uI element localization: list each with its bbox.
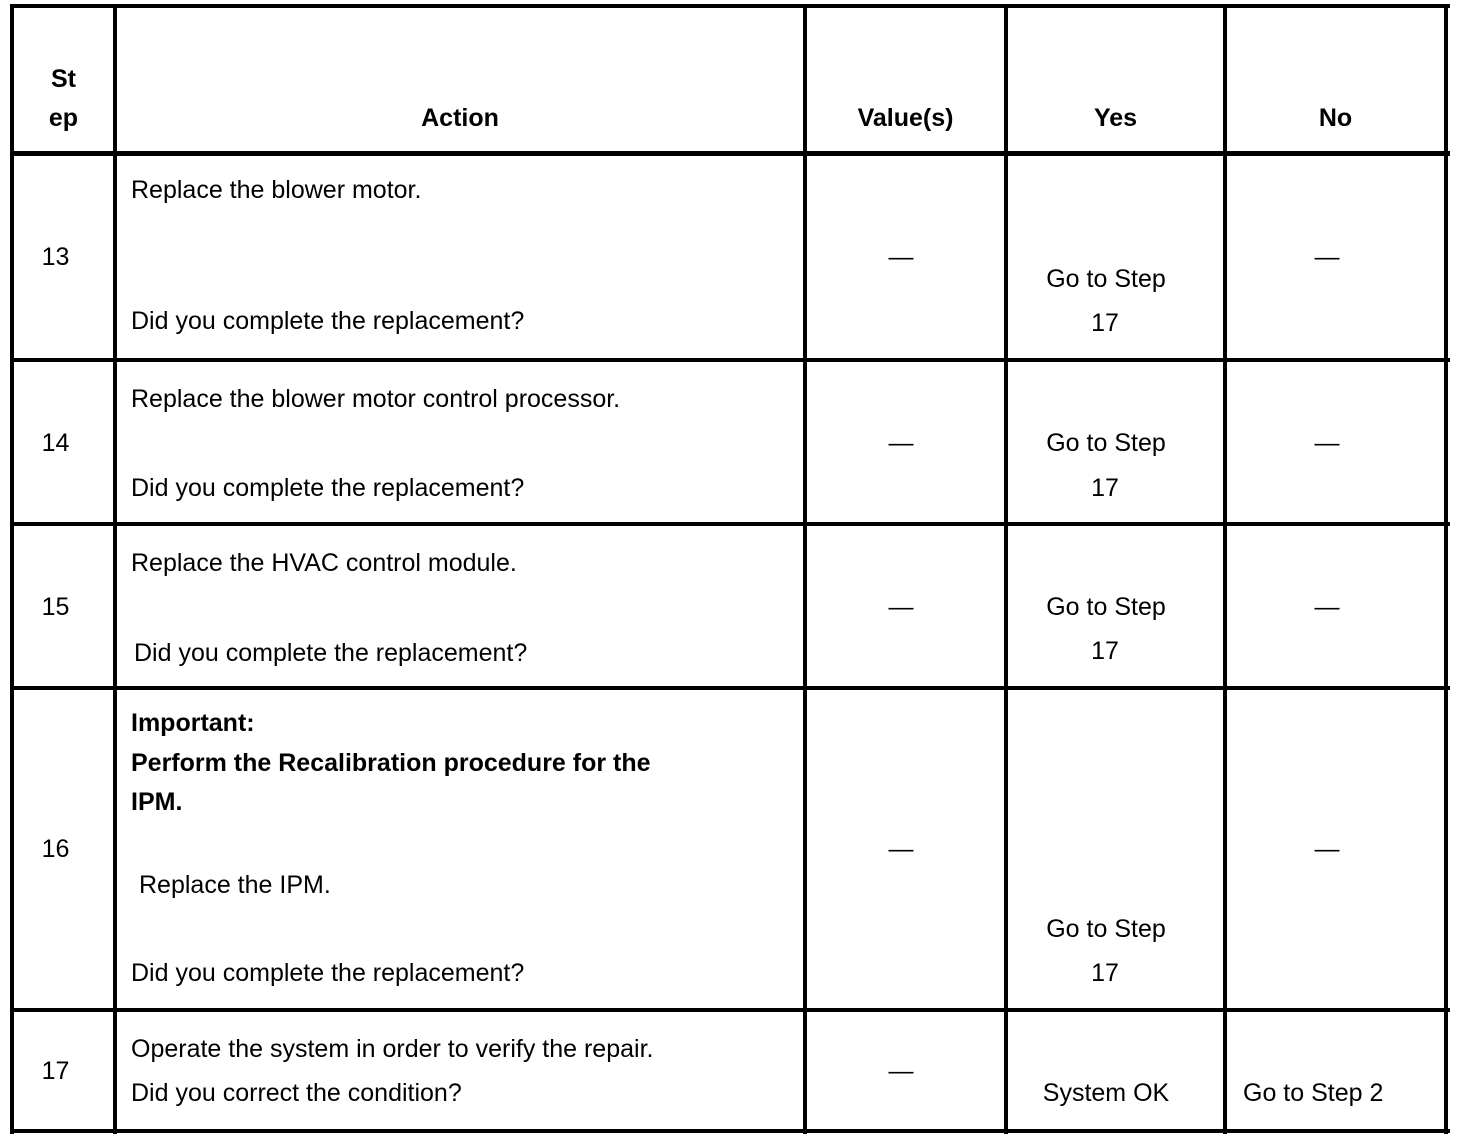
no-cell: — — [1314, 593, 1340, 621]
action-question: Did you complete the replacement? — [131, 474, 525, 502]
yes-go-to-step: Go to Step — [1046, 593, 1166, 621]
yes-go-to-step: Go to Step — [1046, 429, 1166, 457]
yes-step-number: 17 — [1091, 959, 1119, 987]
important-note-cont: IPM. — [131, 788, 183, 816]
action-text: Replace the blower motor. — [131, 176, 422, 204]
header-yes: Yes — [1093, 104, 1138, 132]
row-border-13 — [10, 358, 1450, 362]
action-text: Operate the system in order to verify the repair. — [131, 1035, 654, 1063]
col-border-right — [1444, 4, 1448, 1134]
important-label: Important: — [131, 709, 255, 737]
value-cell: — — [888, 1057, 914, 1085]
header-step-line2: ep — [48, 104, 79, 132]
value-cell: — — [888, 593, 914, 621]
table-bottom-border — [10, 1129, 1450, 1133]
value-cell: — — [888, 429, 914, 457]
step-number: 16 — [41, 835, 70, 863]
step-number: 17 — [41, 1057, 70, 1085]
yes-go-to-step: Go to Step — [1046, 915, 1166, 943]
important-note: Perform the Recalibration procedure for the — [131, 749, 651, 777]
col-border-step — [113, 4, 117, 1134]
action-question: Did you correct the condition? — [131, 1079, 462, 1107]
row-border-16 — [10, 1008, 1450, 1012]
step-number: 13 — [41, 243, 70, 271]
row-border-15 — [10, 686, 1450, 690]
col-border-left — [10, 4, 14, 1134]
table-top-border — [10, 4, 1450, 8]
no-cell: — — [1314, 243, 1340, 271]
col-border-action — [803, 4, 807, 1134]
row-border-14 — [10, 522, 1450, 526]
step-number: 14 — [41, 429, 70, 457]
step-number: 15 — [41, 593, 70, 621]
yes-step-number: 17 — [1091, 637, 1119, 665]
action-text: Replace the IPM. — [139, 871, 331, 899]
col-border-yes — [1223, 4, 1227, 1134]
yes-step-number: 17 — [1091, 474, 1119, 502]
header-no: No — [1318, 104, 1353, 132]
header-step-line1: St — [51, 65, 76, 93]
header-values: Value(s) — [857, 104, 954, 132]
action-text: Replace the HVAC control module. — [131, 549, 517, 577]
value-cell: — — [888, 243, 914, 271]
action-question: Did you complete the replacement? — [134, 639, 528, 667]
action-text: Replace the blower motor control processor. — [131, 385, 621, 413]
action-question: Did you complete the replacement? — [131, 307, 525, 335]
no-cell: Go to Step 2 — [1243, 1079, 1384, 1107]
value-cell: — — [888, 835, 914, 863]
yes-go-to-step: Go to Step — [1046, 265, 1166, 293]
yes-step-number: 17 — [1091, 309, 1119, 337]
header-action: Action — [421, 104, 499, 132]
action-question: Did you complete the replacement? — [131, 959, 525, 987]
header-bottom-border — [10, 151, 1450, 156]
no-cell: — — [1314, 429, 1340, 457]
yes-cell: System OK — [1042, 1079, 1170, 1107]
no-cell: — — [1314, 835, 1340, 863]
